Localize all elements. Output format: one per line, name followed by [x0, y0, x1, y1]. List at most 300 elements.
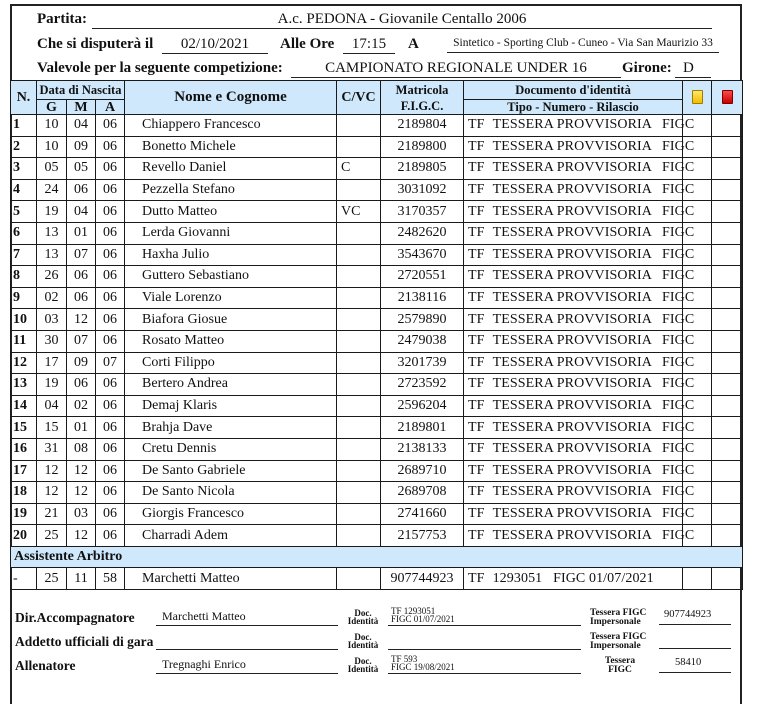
player-red-card[interactable] — [712, 330, 743, 352]
player-red-card[interactable] — [712, 115, 743, 137]
tessera-label-line1: Tessera FIGC — [590, 608, 647, 618]
player-name: Viale Lorenzo — [125, 287, 337, 309]
player-birth-day: 15 — [37, 417, 67, 439]
player-birth-day: 10 — [37, 136, 67, 158]
player-matricola: 2741660 — [381, 503, 464, 525]
player-name: Guttero Sebastiano — [125, 266, 337, 288]
header-red-card — [712, 81, 743, 115]
red-card-icon — [722, 90, 733, 104]
player-red-card[interactable] — [712, 352, 743, 374]
staff-doc-line1: TF 1293051 — [391, 606, 436, 616]
player-captain — [337, 482, 381, 504]
player-captain — [337, 287, 381, 309]
player-matricola: 2189800 — [381, 136, 464, 158]
player-birth-month: 09 — [67, 136, 96, 158]
player-red-card[interactable] — [712, 158, 743, 180]
player-doc-tipo: TF — [468, 333, 485, 349]
player-row — [11, 179, 743, 201]
player-birth-month: 07 — [67, 244, 96, 266]
player-red-card[interactable] — [712, 309, 743, 331]
player-captain: C — [337, 158, 381, 180]
player-name: Brahja Dave — [125, 417, 337, 439]
player-number: 7 — [11, 244, 37, 266]
header-n: N. — [11, 81, 37, 115]
player-documento — [464, 266, 695, 288]
header-matricola-line2: F.I.G.C. — [400, 98, 444, 113]
player-number: 4 — [11, 179, 37, 201]
player-name: Rosato Matteo — [125, 330, 337, 352]
player-red-card[interactable] — [712, 525, 743, 547]
player-doc-tipo: TF — [468, 527, 485, 543]
girone-label: Girone: — [622, 60, 672, 76]
player-captain — [337, 309, 381, 331]
player-row — [11, 330, 743, 352]
player-documento — [464, 417, 695, 439]
tessera-field[interactable]: 58410 — [659, 655, 731, 673]
player-documento — [464, 395, 695, 417]
staff-doc-line2: FIGC 01/07/2021 — [391, 614, 455, 624]
player-row — [11, 438, 743, 460]
tessera-label-line1: Tessera FIGC — [590, 632, 647, 642]
player-matricola: 2482620 — [381, 222, 464, 244]
player-doc-tipo: TF — [468, 182, 485, 198]
player-doc-tipo: TF — [468, 225, 485, 241]
header-tipo: Tipo - Numero - Rilascio — [464, 100, 683, 115]
player-doc-desc: TESSERA PROVVISORIA FIGC — [492, 505, 695, 521]
player-birth-day: 13 — [37, 222, 67, 244]
player-birth-month: 03 — [67, 503, 96, 525]
player-birth-year: 06 — [96, 482, 125, 504]
doc-label-line2: Identità — [347, 640, 379, 650]
staff-row — [10, 654, 742, 680]
player-name: Corti Filippo — [125, 352, 337, 374]
player-doc-tipo: TF — [468, 246, 485, 262]
player-doc-desc: TESSERA PROVVISORIA FIGC — [492, 203, 695, 219]
player-name: Lerda Giovanni — [125, 222, 337, 244]
player-birth-year: 06 — [96, 136, 125, 158]
player-matricola: 2689710 — [381, 460, 464, 482]
doc-label-line1: Doc. — [354, 656, 372, 666]
player-number: 3 — [11, 158, 37, 180]
player-doc-desc: TESSERA PROVVISORIA FIGC — [492, 419, 695, 435]
assistente-a: 58 — [96, 568, 125, 590]
player-red-card[interactable] — [712, 266, 743, 288]
player-birth-year: 06 — [96, 201, 125, 223]
player-row — [11, 222, 743, 244]
player-matricola: 2479038 — [381, 330, 464, 352]
player-name: Revello Daniel — [125, 158, 337, 180]
player-matricola: 3170357 — [381, 201, 464, 223]
player-birth-month: 02 — [67, 395, 96, 417]
player-documento — [464, 222, 695, 244]
assistente-documento — [464, 568, 683, 590]
player-red-card[interactable] — [712, 179, 743, 201]
player-matricola: 2579890 — [381, 309, 464, 331]
player-row — [11, 309, 743, 331]
player-documento — [464, 309, 695, 331]
competizione-value: CAMPIONATO REGIONALE UNDER 16 — [291, 60, 621, 78]
player-doc-desc: TESSERA PROVVISORIA FIGC — [492, 160, 695, 176]
player-doc-desc: TESSERA PROVVISORIA FIGC — [492, 290, 695, 306]
player-red-card[interactable] — [712, 417, 743, 439]
player-birth-year: 06 — [96, 438, 125, 460]
player-captain — [337, 503, 381, 525]
player-number: 16 — [11, 438, 37, 460]
player-number: 15 — [11, 417, 37, 439]
player-matricola: 2157753 — [381, 525, 464, 547]
header-matricola-line1: Matricola — [395, 82, 449, 97]
header-nome: Nome e Cognome — [125, 81, 337, 115]
tessera-label-line2: FIGC — [608, 665, 632, 675]
player-birth-month: 06 — [67, 179, 96, 201]
player-birth-year: 06 — [96, 158, 125, 180]
player-captain — [337, 395, 381, 417]
staff-doc-line1: TF 593 — [391, 654, 418, 664]
player-birth-day: 19 — [37, 201, 67, 223]
ore-label: Alle Ore — [280, 36, 335, 52]
assistente-n: - — [11, 568, 37, 590]
doc-identita-label — [343, 657, 383, 673]
player-matricola: 2138116 — [381, 287, 464, 309]
player-doc-tipo: TF — [468, 398, 485, 414]
doc-identita-label — [343, 633, 383, 649]
player-doc-desc: TESSERA PROVVISORIA FIGC — [492, 225, 695, 241]
player-row — [11, 460, 743, 482]
player-documento — [464, 482, 695, 504]
player-birth-day: 12 — [37, 482, 67, 504]
player-birth-year: 06 — [96, 395, 125, 417]
player-row — [11, 503, 743, 525]
player-red-card[interactable] — [712, 482, 743, 504]
staff-row — [10, 606, 742, 632]
player-row — [11, 244, 743, 266]
player-red-card[interactable] — [712, 287, 743, 309]
player-birth-month: 06 — [67, 374, 96, 396]
player-birth-month: 04 — [67, 201, 96, 223]
player-birth-day: 21 — [37, 503, 67, 525]
player-name: Charradi Adem — [125, 525, 337, 547]
player-documento — [464, 287, 695, 309]
tessera-field[interactable]: 907744923 — [659, 607, 731, 625]
player-birth-month: 12 — [67, 525, 96, 547]
player-birth-month: 12 — [67, 460, 96, 482]
player-birth-year: 06 — [96, 330, 125, 352]
player-documento — [464, 201, 695, 223]
player-name: Demaj Klaris — [125, 395, 337, 417]
player-birth-year: 06 — [96, 309, 125, 331]
player-matricola: 2189801 — [381, 417, 464, 439]
player-matricola: 2138133 — [381, 438, 464, 460]
staff-name-field[interactable] — [156, 631, 338, 650]
tessera-label-line1: Tessera — [604, 656, 636, 666]
player-row — [11, 395, 743, 417]
player-matricola: 2189805 — [381, 158, 464, 180]
player-red-card[interactable] — [712, 438, 743, 460]
ore-value: 17:15 — [343, 36, 395, 54]
assistente-doc-desc: 1293051 FIGC 01/07/2021 — [492, 570, 654, 586]
header-documento: Documento d'identità — [464, 81, 683, 100]
player-matricola: 2689708 — [381, 482, 464, 504]
player-number: 18 — [11, 482, 37, 504]
tessera-field[interactable] — [659, 631, 731, 649]
doc-identita-label — [343, 609, 383, 625]
player-captain — [337, 374, 381, 396]
player-documento — [464, 158, 695, 180]
assistente-row — [11, 568, 743, 590]
player-birth-month: 12 — [67, 482, 96, 504]
player-birth-year: 06 — [96, 287, 125, 309]
player-birth-year: 06 — [96, 115, 125, 137]
player-matricola: 3201739 — [381, 352, 464, 374]
player-doc-desc: TESSERA PROVVISORIA FIGC — [492, 354, 695, 370]
player-birth-year: 06 — [96, 266, 125, 288]
player-doc-tipo: TF — [468, 203, 485, 219]
player-row — [11, 525, 743, 547]
player-captain — [337, 352, 381, 374]
tessera-label — [590, 657, 650, 675]
staff-role-label: Dir.Accompagnatore — [15, 610, 135, 625]
header-yellow-card — [683, 81, 712, 115]
tessera-label — [590, 609, 646, 627]
player-documento — [464, 244, 695, 266]
player-doc-tipo: TF — [468, 354, 485, 370]
player-matricola: 2720551 — [381, 266, 464, 288]
player-birth-year: 06 — [96, 503, 125, 525]
player-captain — [337, 417, 381, 439]
player-captain — [337, 115, 381, 137]
girone-value: D — [675, 60, 711, 78]
player-number: 12 — [11, 352, 37, 374]
player-doc-tipo: TF — [468, 117, 485, 133]
player-row — [11, 115, 743, 137]
staff-name-field[interactable]: Tregnaghi Enrico — [156, 655, 338, 674]
data-label: Che si disputerà il — [37, 36, 154, 52]
player-birth-month: 05 — [67, 158, 96, 180]
player-birth-day: 03 — [37, 309, 67, 331]
player-birth-day: 31 — [37, 438, 67, 460]
assistente-g: 25 — [37, 568, 67, 590]
player-row — [11, 482, 743, 504]
player-number: 8 — [11, 266, 37, 288]
player-birth-day: 12 — [37, 460, 67, 482]
player-name: Chiappero Francesco — [125, 115, 337, 137]
player-name: Bertero Andrea — [125, 374, 337, 396]
player-birth-month: 06 — [67, 266, 96, 288]
player-row — [11, 158, 743, 180]
player-red-card[interactable] — [712, 136, 743, 158]
tessera-label — [590, 633, 646, 651]
player-birth-day: 26 — [37, 266, 67, 288]
player-red-card[interactable] — [712, 201, 743, 223]
player-doc-desc: TESSERA PROVVISORIA FIGC — [492, 398, 695, 414]
player-red-card[interactable] — [712, 395, 743, 417]
player-birth-year: 07 — [96, 352, 125, 374]
player-birth-month: 09 — [67, 352, 96, 374]
player-documento — [464, 352, 695, 374]
player-birth-month: 08 — [67, 438, 96, 460]
player-birth-year: 06 — [96, 222, 125, 244]
assistente-matricola: 907744923 — [381, 568, 464, 590]
player-name: Haxha Julio — [125, 244, 337, 266]
player-row — [11, 352, 743, 374]
player-red-card[interactable] — [712, 222, 743, 244]
assistente-yellow-card[interactable] — [683, 568, 712, 590]
player-captain — [337, 525, 381, 547]
player-name: Pezzella Stefano — [125, 179, 337, 201]
player-number: 1 — [11, 115, 37, 137]
player-doc-tipo: TF — [468, 290, 485, 306]
player-doc-tipo: TF — [468, 160, 485, 176]
player-number: 5 — [11, 201, 37, 223]
player-birth-day: 25 — [37, 525, 67, 547]
staff-doc-field[interactable] — [388, 655, 581, 674]
player-red-card[interactable] — [712, 460, 743, 482]
player-matricola: 2189804 — [381, 115, 464, 137]
player-doc-desc: TESSERA PROVVISORIA FIGC — [492, 246, 695, 262]
player-name: De Santo Gabriele — [125, 460, 337, 482]
player-birth-year: 06 — [96, 244, 125, 266]
assistente-nome: Marchetti Matteo — [125, 568, 337, 590]
player-red-card[interactable] — [712, 503, 743, 525]
player-row — [11, 201, 743, 223]
player-doc-desc: TESSERA PROVVISORIA FIGC — [492, 268, 695, 284]
player-doc-tipo: TF — [468, 376, 485, 392]
player-birth-day: 10 — [37, 115, 67, 137]
player-name: Dutto Matteo — [125, 201, 337, 223]
player-documento — [464, 374, 695, 396]
doc-label-line1: Doc. — [354, 632, 372, 642]
player-doc-desc: TESSERA PROVVISORIA FIGC — [492, 138, 695, 154]
player-row — [11, 417, 743, 439]
player-documento — [464, 330, 695, 352]
header-data-nascita: Data di Nascita — [37, 81, 125, 100]
player-red-card[interactable] — [712, 374, 743, 396]
player-matricola: 2596204 — [381, 395, 464, 417]
tessera-label-line2: Impersonale — [590, 641, 641, 651]
player-birth-month: 12 — [67, 309, 96, 331]
player-documento — [464, 438, 695, 460]
player-birth-month: 04 — [67, 115, 96, 137]
player-birth-day: 02 — [37, 287, 67, 309]
player-number: 10 — [11, 309, 37, 331]
header-matricola — [381, 81, 464, 115]
a-label: A — [408, 36, 419, 52]
staff-role-label: Allenatore — [15, 658, 76, 673]
tessera-label-line2: Impersonale — [590, 617, 641, 627]
player-birth-month: 06 — [67, 287, 96, 309]
assistente-cvc — [337, 568, 381, 590]
assistente-red-card[interactable] — [712, 568, 743, 590]
header-m: M — [67, 100, 96, 115]
header-a: A — [96, 100, 125, 115]
player-documento — [464, 525, 695, 547]
players-table — [10, 80, 743, 590]
player-number: 19 — [11, 503, 37, 525]
player-documento — [464, 115, 695, 137]
player-birth-day: 04 — [37, 395, 67, 417]
player-birth-day: 24 — [37, 179, 67, 201]
player-name: Cretu Dennis — [125, 438, 337, 460]
player-row — [11, 266, 743, 288]
player-birth-year: 06 — [96, 525, 125, 547]
player-doc-desc: TESSERA PROVVISORIA FIGC — [492, 462, 695, 478]
player-doc-desc: TESSERA PROVVISORIA FIGC — [492, 311, 695, 327]
staff-doc-field[interactable] — [388, 607, 581, 626]
doc-label-line2: Identità — [347, 664, 379, 674]
header-cvc: C/VC — [337, 81, 381, 115]
player-captain — [337, 244, 381, 266]
player-birth-year: 06 — [96, 179, 125, 201]
competizione-label: Valevole per la seguente competizione: — [37, 60, 283, 76]
player-documento — [464, 179, 695, 201]
doc-label-line1: Doc. — [354, 608, 372, 618]
player-number: 17 — [11, 460, 37, 482]
player-number: 9 — [11, 287, 37, 309]
player-number: 11 — [11, 330, 37, 352]
player-captain — [337, 438, 381, 460]
staff-doc-field[interactable] — [388, 631, 581, 650]
player-birth-month: 01 — [67, 417, 96, 439]
player-name: Biafora Giosue — [125, 309, 337, 331]
staff-row — [10, 630, 742, 656]
staff-role-label: Addetto ufficiali di gara — [15, 634, 154, 649]
partita-value: A.c. PEDONA - Giovanile Centallo 2006 — [92, 11, 712, 29]
header-g: G — [37, 100, 67, 115]
player-name: Giorgis Francesco — [125, 503, 337, 525]
player-doc-tipo: TF — [468, 268, 485, 284]
player-name: De Santo Nicola — [125, 482, 337, 504]
player-matricola: 2723592 — [381, 374, 464, 396]
player-captain — [337, 330, 381, 352]
player-doc-tipo: TF — [468, 311, 485, 327]
player-captain — [337, 136, 381, 158]
player-number: 6 — [11, 222, 37, 244]
player-birth-year: 06 — [96, 460, 125, 482]
player-documento — [464, 136, 695, 158]
player-birth-month: 01 — [67, 222, 96, 244]
player-red-card[interactable] — [712, 244, 743, 266]
player-birth-day: 30 — [37, 330, 67, 352]
player-captain: VC — [337, 201, 381, 223]
player-doc-desc: TESSERA PROVVISORIA FIGC — [492, 484, 695, 500]
staff-name-field[interactable]: Marchetti Matteo — [156, 607, 338, 626]
doc-label-line2: Identità — [347, 616, 379, 626]
player-row — [11, 136, 743, 158]
partita-label: Partita: — [37, 11, 87, 27]
player-birth-day: 05 — [37, 158, 67, 180]
player-doc-tipo: TF — [468, 419, 485, 435]
player-captain — [337, 266, 381, 288]
player-doc-desc: TESSERA PROVVISORIA FIGC — [492, 376, 695, 392]
player-birth-year: 06 — [96, 417, 125, 439]
player-number: 20 — [11, 525, 37, 547]
player-documento — [464, 460, 695, 482]
player-name: Bonetto Michele — [125, 136, 337, 158]
assistente-m: 11 — [67, 568, 96, 590]
assistente-doc-tipo: TF — [468, 570, 485, 586]
player-birth-month: 07 — [67, 330, 96, 352]
data-value: 02/10/2021 — [162, 36, 268, 54]
player-row — [11, 287, 743, 309]
player-doc-tipo: TF — [468, 484, 485, 500]
player-captain — [337, 179, 381, 201]
player-row — [11, 374, 743, 396]
player-birth-day: 17 — [37, 352, 67, 374]
yellow-card-icon — [692, 90, 703, 104]
player-birth-day: 19 — [37, 374, 67, 396]
player-doc-desc: TESSERA PROVVISORIA FIGC — [492, 333, 695, 349]
player-documento — [464, 503, 695, 525]
